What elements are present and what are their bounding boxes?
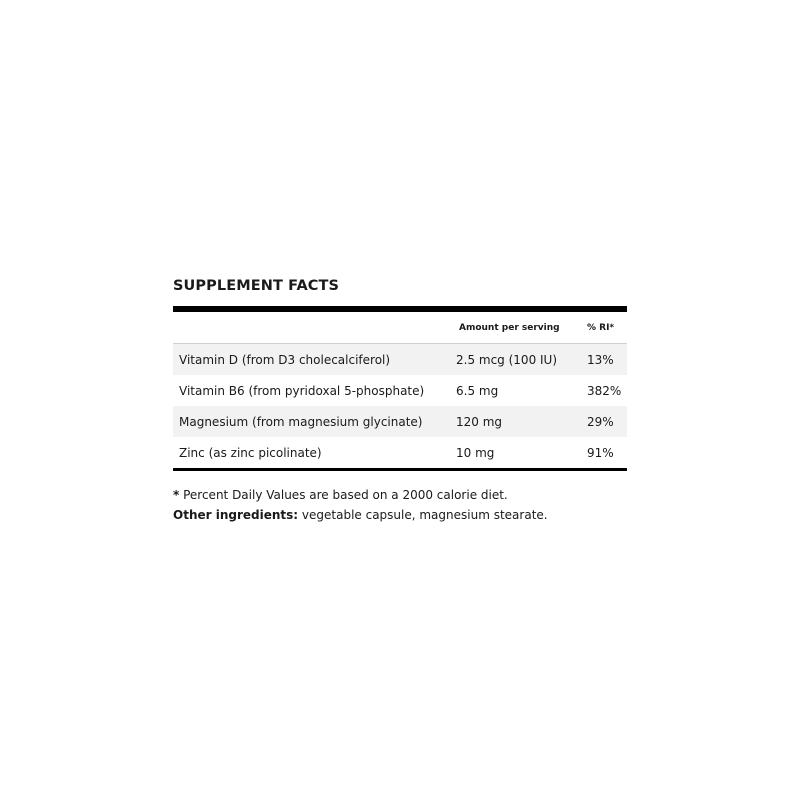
header-ri: % RI* <box>577 312 627 344</box>
header-nutrient <box>173 312 453 344</box>
footnote-text: Percent Daily Values are based on a 2000 calorie diet. <box>179 488 508 502</box>
header-row <box>173 312 627 344</box>
nutrient-amount: 6.5 mg <box>453 375 577 406</box>
nutrient-name: Magnesium (from magnesium glycinate) <box>173 406 453 437</box>
other-ingredients-text: vegetable capsule, magnesium stearate. <box>298 508 548 522</box>
nutrient-ri: 13% <box>577 344 627 376</box>
nutrient-name: Zinc (as zinc picolinate) <box>173 437 453 468</box>
nutrient-amount: 120 mg <box>453 406 577 437</box>
nutrient-ri: 29% <box>577 406 627 437</box>
facts-title: SUPPLEMENT FACTS <box>173 278 340 294</box>
supplement-facts-panel <box>173 276 627 525</box>
other-ingredients <box>173 505 627 525</box>
nutrient-ri: 382% <box>577 375 627 406</box>
facts-table-body <box>173 344 627 469</box>
nutrient-amount: 2.5 mcg (100 IU) <box>453 344 577 376</box>
table-row <box>173 344 627 376</box>
table-row <box>173 375 627 406</box>
facts-table-header <box>173 312 627 344</box>
facts-table <box>173 312 627 468</box>
footnote-asterisk: * <box>173 488 180 502</box>
bottom-rule <box>173 468 627 471</box>
nutrient-ri: 91% <box>577 437 627 468</box>
nutrient-amount: 10 mg <box>453 437 577 468</box>
header-amount: Amount per serving <box>453 312 577 344</box>
footnote <box>173 485 627 505</box>
nutrient-name: Vitamin B6 (from pyridoxal 5-phosphate) <box>173 375 453 406</box>
facts-notes <box>173 485 627 525</box>
other-ingredients-label: Other ingredients: <box>173 508 299 522</box>
nutrient-name: Vitamin D (from D3 cholecalciferol) <box>173 344 453 376</box>
table-row <box>173 406 627 437</box>
table-row <box>173 437 627 468</box>
